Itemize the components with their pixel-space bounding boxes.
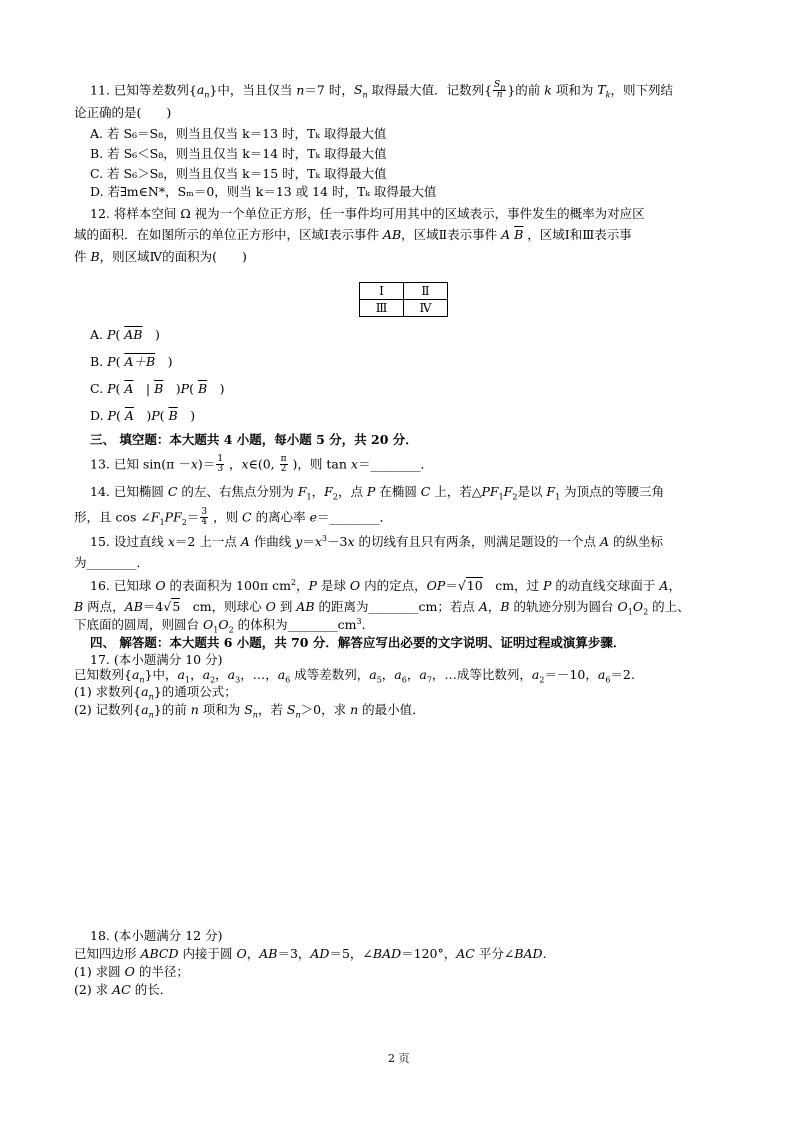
page-number: 2 页 [388,1052,410,1065]
q12-stem-line1: 12. 将样本空间 Ω 视为一个单位正方形，任一事件均可用其中的区域表示，事件发生的概率为对应区 [90,206,645,221]
q16-line2: B 两点，AB＝4√5 cm，则球心 O 到 AB 的距离为________cm；若点 A，B 的轨迹分别为圆台 $O_1O_2$ 的上、 [74,599,690,617]
q15-line1: 15. 设过直线 x＝2 上一点 A 作曲线 $y=x^3-3x$ 的切线有且只有两条，则满足题设的一个点 A 的纵坐标 [90,533,663,549]
q12-region-grid [359,282,448,317]
region-iv: Ⅳ [404,300,448,317]
q17-line1: 已知数列$\{a_n\}$中，$a_1$，$a_2$，$a_3$，…，$a_6$ 成等差数列，$a_5$，$a_6$，$a_7$，…成等比数列，$a_2=-10$，$a_6=2$. [74,667,635,685]
q16-line1: 16. 已知球 O 的表面积为 100π $cm^2$，P 是球 O 内的定点，OP＝√10 cm，过 P 的动直线交球面于 A， [90,577,681,593]
q18-title: 18. (本小题满分 12 分) [90,928,223,943]
region-ii: Ⅱ [404,283,448,300]
q14-line2: 形，且 $\cos \angle F_1PF_2=$ $\frac{3}{4}$ ，则 C 的离心率 e＝________． [74,507,392,528]
q11-stem-line1: 11. 已知等差数列$\{a_n\}$中，当且仅当 n＝7 时，$S_n$ 取得最大值．记数列{ $\frac{S_n}{n}$ }的前 k 项和为 $T_k$，则下列结 [90,80,674,101]
region-i: Ⅰ [360,283,404,300]
q18-line1: 已知四边形 ABCD 内接于圆 O，AB＝3，AD＝5，∠BAD＝120°，AC 平分∠BAD. [74,946,547,961]
q14-line1: 14. 已知椭圆 C 的左、右焦点分别为 $F_1$，$F_2$，点 P 在椭圆 C 上，若$\triangle PF_1F_2$是以 $F_1$ 为顶点的等腰三角 [90,484,665,502]
q13: 13. 已知 sin(π －x)＝ $\frac{1}{3}$ ，x∈(0, $\frac{\pi}{2}$ )，则 tan x＝________． [90,454,433,475]
q17-title: 17. (本小题满分 10 分) [90,652,223,667]
section-3-heading: 三、 填空题：本大题共 4 小题，每小题 5 分，共 20 分． [90,432,418,447]
section-4-heading: 四、 解答题：本大题共 6 小题，共 70 分．解答应写出必要的文字说明、证明过程或演算步骤． [90,635,626,650]
q17-part2: (2) 记数列$\{a_n\}$的前 n 项和为 $S_n$，若 $S_n>0$，求 n 的最小值． [74,702,425,720]
q11-option-c: C. 若 S₆＞S₈，则当且仅当 k＝15 时，Tₖ 取得最大值 [90,166,387,181]
q12-stem-line2: 域的面积．在如图所示的单位正方形中，区域Ⅰ表示事件 AB，区域Ⅱ表示事件 A $\overline{B}$ ，区域Ⅰ和Ⅲ表示事 [74,227,632,242]
q12-option-a: A. P( $\overline{AB}$ ) [90,327,160,342]
q11-option-d: D. 若∃m∈N*，Sₘ＝0，则当 k＝13 或 14 时，Tₖ 取得最大值 [90,184,437,199]
q12-option-d: D. P( $\overline{A}$ )P( $\overline{B}$ ) [90,408,196,423]
q12-stem-line3: 件 B，则区域Ⅳ的面积为( ) [74,249,247,264]
q17-part1: (1) 求数列$\{a_n\}$的通项公式； [74,684,237,702]
q11-option-b: B. 若 S₆＜S₈，则当且仅当 k＝14 时，Tₖ 取得最大值 [90,146,387,161]
q16-line3: 下底面的圆周，则圆台 $O_1O_2$ 的体积为$\_\_\_\_\_\_\_\_cm^3$． [74,616,375,635]
q12-option-c: C. P( $\overline{A}$ | $\overline{B}$ )P( $\overline{B}$ ) [90,381,225,396]
q11-option-a: A. 若 S₆＝S₈，则当且仅当 k＝13 时，Tₖ 取得最大值 [90,126,387,141]
q11-stem-line2: 论正确的是( ) [74,105,172,120]
region-iii: Ⅲ [360,300,404,317]
q12-option-b: B. P( A＋B ) [90,354,173,369]
q18-part1: (1) 求圆 O 的半径； [74,964,189,979]
q18-part2: (2) 求 AC 的长． [74,982,173,997]
q15-line2: 为________． [74,555,150,570]
